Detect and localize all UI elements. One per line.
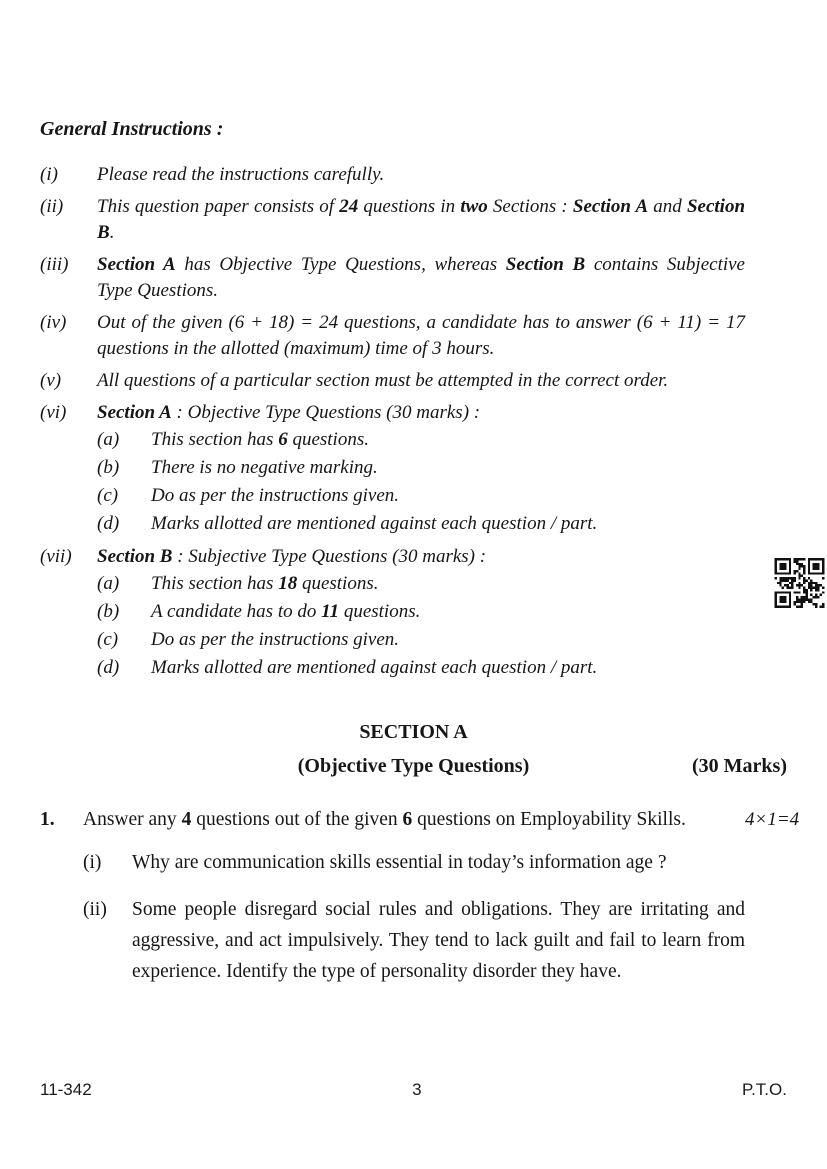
text-segment: Section B bbox=[505, 254, 586, 275]
footer-paper-code: 11-342 bbox=[40, 1080, 92, 1099]
text-segment: Answer any bbox=[83, 809, 182, 830]
instruction-item bbox=[40, 252, 745, 304]
text-segment: questions. bbox=[287, 429, 369, 450]
text-segment: This question paper consists of bbox=[97, 196, 340, 217]
subitem-label: (c) bbox=[97, 629, 119, 650]
text-segment: has Objective Type Questions, whereas bbox=[175, 254, 506, 275]
text-segment: This section has bbox=[151, 429, 279, 450]
instruction-body bbox=[97, 162, 745, 188]
subitem-text bbox=[151, 510, 745, 538]
text-segment: : Subjective Type Questions (30 marks) : bbox=[172, 546, 487, 567]
general-instructions-title: General Instructions : bbox=[40, 118, 224, 140]
instruction-subitem bbox=[97, 482, 745, 510]
text-segment: questions on Employability Skills. bbox=[412, 809, 686, 830]
footer-pto-label: P.T.O. bbox=[741, 1080, 787, 1099]
text-segment: 24 bbox=[339, 196, 359, 217]
instruction-number: (v) bbox=[40, 370, 62, 391]
text-segment: All questions of a particular section must be attempted in the correct order. bbox=[97, 370, 669, 391]
sub-question-label: (ii) bbox=[83, 899, 107, 920]
footer-page-number: 3 bbox=[412, 1080, 422, 1099]
subitem-label: (d) bbox=[97, 513, 120, 534]
instruction-number: (ii) bbox=[40, 196, 64, 217]
text-segment: and bbox=[648, 196, 687, 217]
text-segment: This section has bbox=[151, 573, 279, 594]
instruction-text bbox=[97, 194, 745, 246]
text-segment: two bbox=[460, 196, 488, 217]
instruction-subitem bbox=[97, 454, 745, 482]
sub-question-label: (i) bbox=[83, 852, 102, 873]
instruction-number: (iii) bbox=[40, 254, 69, 275]
text-segment: 4 bbox=[181, 809, 192, 830]
instruction-number: (vi) bbox=[40, 402, 67, 423]
section-a-subheader-row bbox=[40, 754, 787, 778]
subitem-text bbox=[151, 426, 745, 454]
qr-code-icon bbox=[773, 558, 826, 608]
instruction-body bbox=[97, 544, 745, 682]
text-segment: questions. bbox=[297, 573, 379, 594]
instruction-text bbox=[97, 252, 745, 304]
instruction-text bbox=[97, 162, 745, 188]
section-a-total-marks: (30 Marks) bbox=[692, 755, 787, 777]
subitem-text bbox=[151, 654, 745, 682]
section-a-subheading: (Objective Type Questions) bbox=[297, 755, 530, 777]
subitem-label: (c) bbox=[97, 485, 119, 506]
instruction-text bbox=[97, 368, 745, 394]
page-content bbox=[40, 118, 800, 987]
text-segment: questions. bbox=[339, 601, 421, 622]
instruction-number: (iv) bbox=[40, 312, 67, 333]
text-segment: . bbox=[109, 222, 115, 243]
text-segment: Do as per the instructions given. bbox=[151, 629, 400, 650]
subitem-text bbox=[151, 570, 745, 598]
instruction-body bbox=[97, 252, 745, 304]
text-segment: Please read the instructions carefully. bbox=[97, 164, 385, 185]
instruction-subitem bbox=[97, 426, 745, 454]
subitem-text bbox=[151, 482, 745, 510]
instruction-text bbox=[97, 544, 745, 570]
instruction-subitem bbox=[97, 626, 745, 654]
section-a-heading: SECTION A bbox=[359, 721, 468, 743]
text-segment: Section A bbox=[97, 402, 172, 423]
text-segment: : Objective Type Questions (30 marks) : bbox=[171, 402, 481, 423]
subitem-text bbox=[151, 626, 745, 654]
question-marks: 4×1=4 bbox=[745, 809, 800, 830]
section-a-header bbox=[40, 720, 787, 778]
text-segment: Section A bbox=[572, 196, 649, 217]
text-segment: Marks allotted are mentioned against each question / part. bbox=[151, 657, 598, 678]
text-segment: 11 bbox=[321, 601, 340, 622]
text-segment: Sections : bbox=[487, 196, 573, 217]
text-segment: questions out of the given bbox=[191, 809, 403, 830]
instruction-body bbox=[97, 310, 745, 362]
text-segment: Section A bbox=[97, 254, 176, 275]
text-segment: 6 bbox=[278, 429, 288, 450]
subitem-label: (b) bbox=[97, 457, 120, 478]
instruction-item bbox=[40, 368, 745, 394]
instruction-body bbox=[97, 194, 745, 246]
instruction-subitem bbox=[97, 510, 745, 538]
instruction-item bbox=[40, 310, 745, 362]
instruction-subitem bbox=[97, 570, 745, 598]
page-footer bbox=[40, 1080, 787, 1100]
instruction-number: (vii) bbox=[40, 546, 72, 567]
instruction-text bbox=[97, 310, 745, 362]
text-segment: questions in bbox=[358, 196, 461, 217]
subitem-text bbox=[151, 454, 745, 482]
instruction-item bbox=[40, 194, 745, 246]
text-segment: Section B bbox=[97, 546, 173, 567]
subitem-label: (b) bbox=[97, 601, 120, 622]
instructions-list bbox=[40, 162, 745, 682]
text-segment: Do as per the instructions given. bbox=[151, 485, 400, 506]
instruction-item bbox=[40, 400, 745, 538]
text-segment: Section B bbox=[97, 196, 746, 243]
instruction-subitem bbox=[97, 654, 745, 682]
instruction-subitem bbox=[97, 598, 745, 626]
sub-question-text: Why are communication skills essential in today’s information age ? bbox=[132, 852, 667, 873]
questions-list bbox=[40, 804, 800, 987]
text-segment: 18 bbox=[278, 573, 298, 594]
instruction-item bbox=[40, 544, 745, 682]
question-number: 1. bbox=[40, 809, 55, 830]
sub-question-text: Some people disregard social rules and obligations. They are irritating and aggressive, and act impulsively. They tend to lack guilt and fail to learn from experience. Identify the type of personality disorder they have. bbox=[132, 899, 745, 982]
text-segment: contains Subjective Type Questions. bbox=[97, 254, 745, 301]
instruction-text bbox=[97, 400, 745, 426]
subitem-label: (d) bbox=[97, 657, 120, 678]
text-segment: 6 bbox=[402, 809, 413, 830]
instruction-body bbox=[97, 368, 745, 394]
text-segment: A candidate has to do bbox=[151, 601, 322, 622]
question-text bbox=[83, 804, 745, 835]
text-segment: There is no negative marking. bbox=[151, 457, 378, 478]
subitem-text bbox=[151, 598, 745, 626]
sub-question-row bbox=[83, 847, 787, 878]
instruction-number: (i) bbox=[40, 164, 58, 185]
instruction-item bbox=[40, 162, 745, 188]
subitem-label: (a) bbox=[97, 573, 120, 594]
subitem-label: (a) bbox=[97, 429, 120, 450]
instruction-body bbox=[97, 400, 745, 538]
sub-question-row bbox=[83, 894, 787, 987]
text-segment: Out of the given (6 + 18) = 24 questions, a candidate has to answer (6 + 11) = 17 questions in the allotted (maximum) time of 3 hours. bbox=[97, 312, 745, 359]
text-segment: Marks allotted are mentioned against each question / part. bbox=[151, 513, 598, 534]
question-row bbox=[40, 804, 800, 835]
